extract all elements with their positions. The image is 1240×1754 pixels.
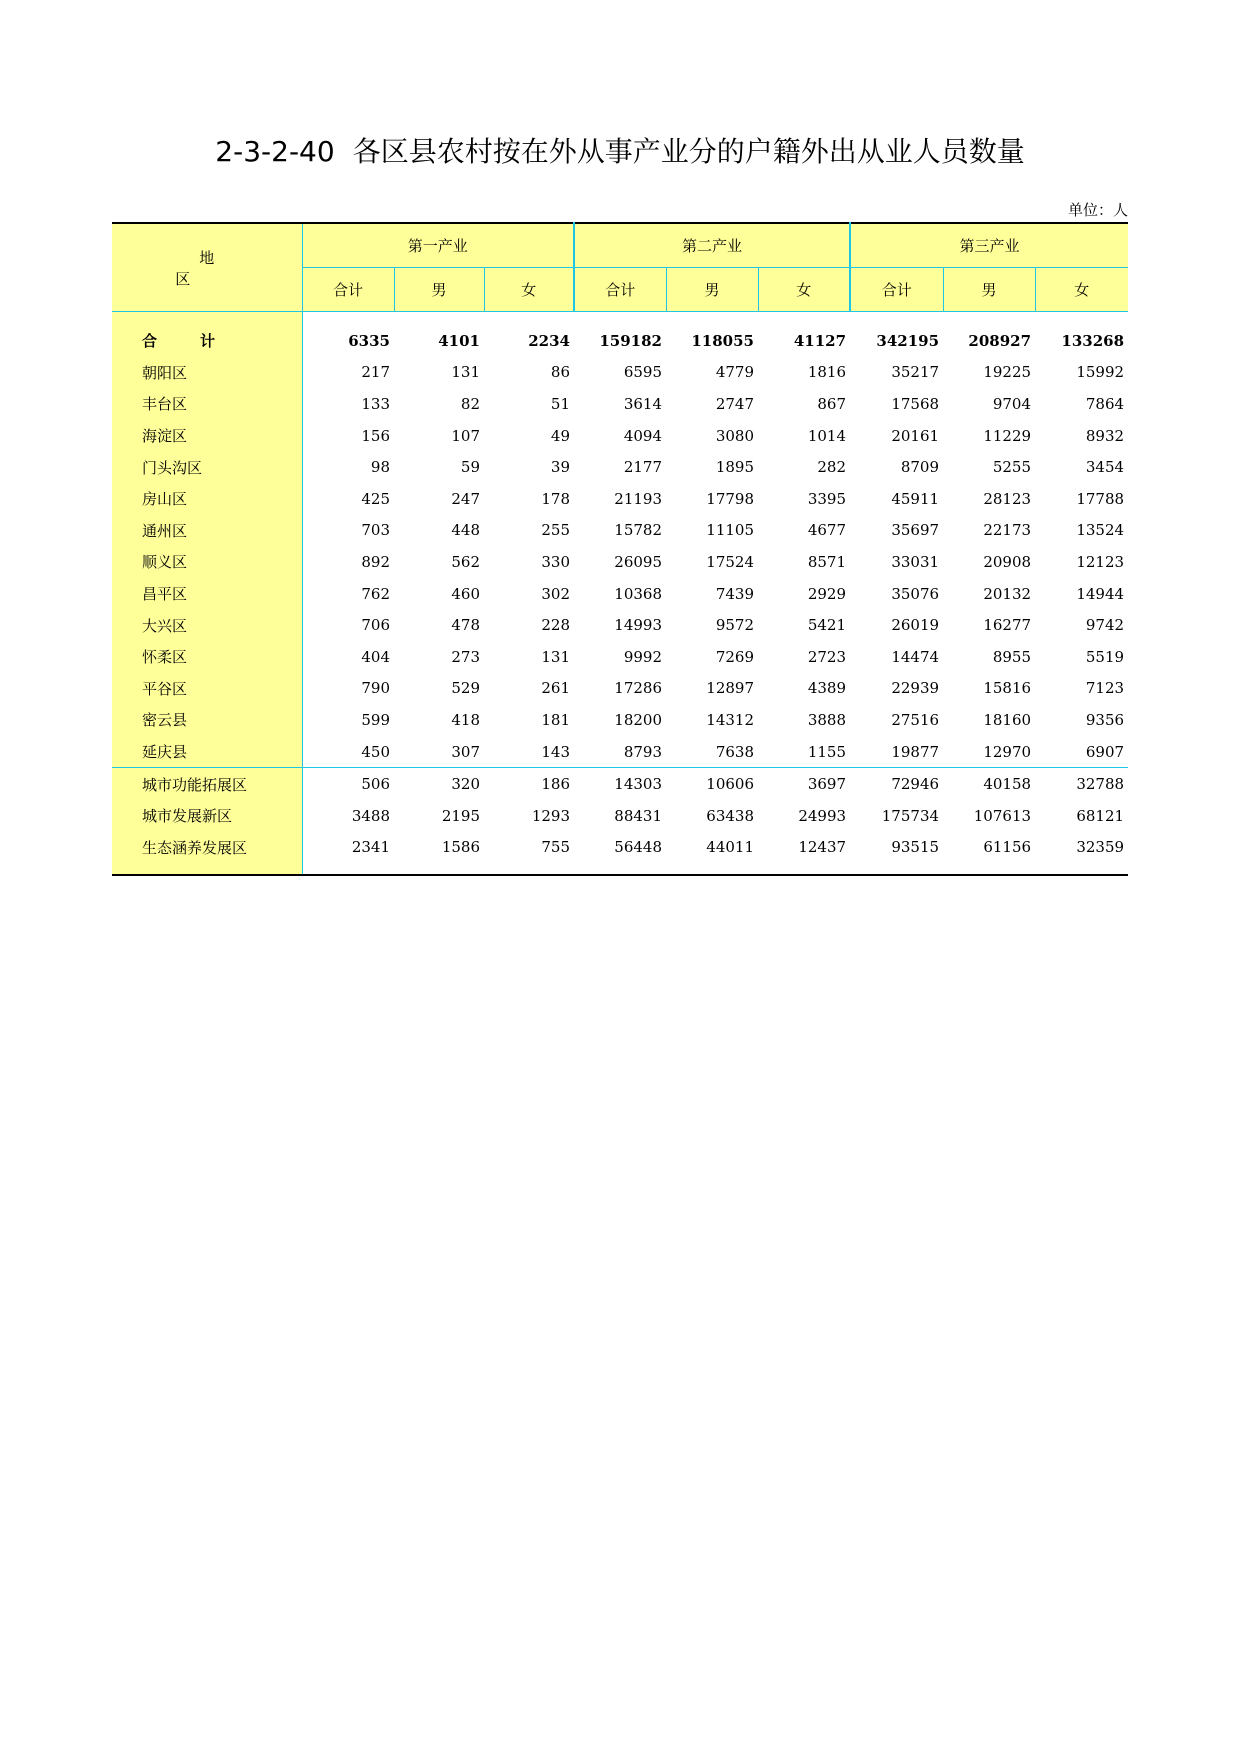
value-cell: 460 <box>451 584 480 603</box>
value-cell: 68121 <box>1076 806 1125 825</box>
statistics-table <box>112 222 1128 876</box>
value-cell: 39 <box>550 458 570 477</box>
region-header: 地 区 <box>112 223 302 312</box>
value-cell: 45911 <box>891 489 940 508</box>
value-cell: 762 <box>361 584 390 603</box>
subheader-total: 合计 <box>574 268 666 312</box>
value-cell: 178 <box>541 489 570 508</box>
value-cell: 404 <box>361 647 390 666</box>
region-cell: 延庆县 <box>112 736 302 768</box>
value-cell: 2723 <box>807 647 847 666</box>
region-cell: 大兴区 <box>112 609 302 641</box>
value-cell: 2177 <box>623 458 662 477</box>
value-cell: 24993 <box>798 806 847 825</box>
value-cell: 28123 <box>983 489 1032 508</box>
value-cell: 8793 <box>623 742 662 761</box>
value-cell: 3488 <box>351 806 390 825</box>
value-cell: 7864 <box>1085 394 1125 413</box>
value-cell: 19225 <box>983 363 1032 382</box>
value-cell: 131 <box>541 647 570 666</box>
value-cell: 131 <box>451 363 480 382</box>
value-cell: 18200 <box>614 710 662 729</box>
value-cell: 8709 <box>900 458 940 477</box>
value-cell: 282 <box>817 458 847 477</box>
value-cell: 22173 <box>983 521 1032 540</box>
value-cell: 867 <box>817 394 847 413</box>
value-cell: 59 <box>460 458 480 477</box>
table-number: 2-3-2-40 <box>215 135 335 168</box>
value-cell: 1293 <box>531 806 570 825</box>
value-cell: 51 <box>550 394 570 413</box>
table-row-district <box>112 388 1128 420</box>
region-cell: 平谷区 <box>112 673 302 705</box>
value-cell: 118055 <box>691 331 754 350</box>
table-row-district <box>112 704 1128 736</box>
region-cell: 海淀区 <box>112 420 302 452</box>
subheader-male: 男 <box>666 268 758 312</box>
value-cell: 7269 <box>715 647 754 666</box>
value-cell: 790 <box>361 679 390 698</box>
region-cell: 顺义区 <box>112 546 302 578</box>
value-cell: 342195 <box>876 331 940 350</box>
subheader-total: 合计 <box>302 268 394 312</box>
value-cell: 33031 <box>891 552 940 571</box>
region-cell: 丰台区 <box>112 388 302 420</box>
value-cell: 5421 <box>807 616 847 635</box>
table-row-district <box>112 451 1128 483</box>
region-cell: 密云县 <box>112 704 302 736</box>
value-cell: 82 <box>460 394 480 413</box>
unit-label: 单位：人 <box>1067 201 1128 219</box>
subheader-female: 女 <box>484 268 574 312</box>
region-cell: 门头沟区 <box>112 451 302 483</box>
region-cell: 房山区 <box>112 483 302 515</box>
value-cell: 14993 <box>614 616 662 635</box>
value-cell: 7439 <box>715 584 754 603</box>
value-cell: 2195 <box>441 806 480 825</box>
table-row-district <box>112 420 1128 452</box>
value-cell: 133268 <box>1061 331 1125 350</box>
value-cell: 599 <box>361 710 390 729</box>
value-cell: 9742 <box>1085 616 1125 635</box>
table-body <box>112 312 1128 357</box>
value-cell: 450 <box>361 742 390 761</box>
value-cell: 56448 <box>574 832 666 876</box>
value-cell: 2234 <box>528 331 570 350</box>
value-cell: 3395 <box>807 489 847 508</box>
value-cell: 8932 <box>1085 426 1125 445</box>
page-title <box>0 130 1240 170</box>
value-cell: 22939 <box>891 679 940 698</box>
value-cell: 40158 <box>943 768 1035 800</box>
value-cell: 217 <box>361 363 390 382</box>
value-cell: 8955 <box>992 647 1032 666</box>
value-cell: 2747 <box>715 394 754 413</box>
value-cell: 41127 <box>793 331 847 350</box>
value-cell: 12970 <box>983 742 1032 761</box>
value-cell: 1816 <box>807 363 847 382</box>
value-cell: 26095 <box>614 552 662 571</box>
value-cell: 703 <box>361 521 390 540</box>
value-cell: 2929 <box>807 584 847 603</box>
value-cell: 17798 <box>706 489 754 508</box>
region-cell: 城市功能拓展区 <box>112 768 302 800</box>
value-cell: 425 <box>361 489 390 508</box>
table-row-summary <box>112 800 1128 832</box>
table-row-district <box>112 546 1128 578</box>
value-cell: 15816 <box>983 679 1032 698</box>
value-cell: 3454 <box>1085 458 1125 477</box>
value-cell: 175734 <box>881 806 940 825</box>
value-cell: 307 <box>451 742 480 761</box>
table-row-summary <box>112 768 1128 800</box>
value-cell: 12897 <box>706 679 754 698</box>
value-cell: 17788 <box>1076 489 1125 508</box>
value-cell: 18160 <box>983 710 1032 729</box>
subheader-female: 女 <box>758 268 850 312</box>
value-cell: 133 <box>361 394 390 413</box>
value-cell: 159182 <box>599 331 662 350</box>
value-cell: 7638 <box>715 742 754 761</box>
value-cell: 12437 <box>758 832 850 876</box>
value-cell: 35217 <box>891 363 940 382</box>
value-cell: 255 <box>541 521 570 540</box>
value-cell: 9704 <box>992 394 1032 413</box>
table-row-district <box>112 736 1128 768</box>
value-cell: 107613 <box>973 806 1032 825</box>
value-cell: 10368 <box>614 584 662 603</box>
table-row-district <box>112 609 1128 641</box>
value-cell: 6907 <box>1085 742 1125 761</box>
value-cell: 14303 <box>574 768 666 800</box>
value-cell: 12123 <box>1076 552 1125 571</box>
value-cell: 15992 <box>1076 363 1125 382</box>
value-cell: 330 <box>541 552 570 571</box>
value-cell: 706 <box>361 616 390 635</box>
value-cell: 3080 <box>715 426 754 445</box>
value-cell: 562 <box>451 552 480 571</box>
value-cell: 181 <box>541 710 570 729</box>
value-cell: 228 <box>541 616 570 635</box>
value-cell: 11229 <box>983 426 1032 445</box>
value-cell: 2341 <box>302 832 394 876</box>
region-cell: 合 计 <box>112 312 302 357</box>
value-cell: 44011 <box>666 832 758 876</box>
value-cell: 72946 <box>850 768 943 800</box>
value-cell: 14944 <box>1076 584 1125 603</box>
value-cell: 5255 <box>992 458 1032 477</box>
value-cell: 17286 <box>614 679 662 698</box>
value-cell: 247 <box>451 489 480 508</box>
value-cell: 7123 <box>1085 679 1125 698</box>
value-cell: 9572 <box>715 616 754 635</box>
summary-rows <box>112 768 1128 875</box>
subheader-female: 女 <box>1035 268 1128 312</box>
value-cell: 6335 <box>348 331 390 350</box>
value-cell: 1014 <box>807 426 847 445</box>
value-cell: 35076 <box>891 584 940 603</box>
value-cell: 9992 <box>623 647 662 666</box>
value-cell: 88431 <box>614 806 662 825</box>
value-cell: 98 <box>370 458 390 477</box>
value-cell: 6595 <box>623 363 662 382</box>
value-cell: 49 <box>550 426 570 445</box>
value-cell: 107 <box>451 426 480 445</box>
value-cell: 143 <box>541 742 570 761</box>
value-cell: 4094 <box>623 426 662 445</box>
value-cell: 1155 <box>807 742 847 761</box>
value-cell: 15782 <box>614 521 662 540</box>
value-cell: 86 <box>550 363 570 382</box>
value-cell: 13524 <box>1076 521 1125 540</box>
value-cell: 8571 <box>807 552 847 571</box>
table-row-district <box>112 357 1128 389</box>
value-cell: 11105 <box>706 521 754 540</box>
value-cell: 156 <box>361 426 390 445</box>
value-cell: 20132 <box>983 584 1032 603</box>
value-cell: 1586 <box>394 832 484 876</box>
value-cell: 21193 <box>614 489 662 508</box>
value-cell: 32788 <box>1035 768 1128 800</box>
value-cell: 93515 <box>850 832 943 876</box>
value-cell: 14474 <box>891 647 940 666</box>
value-cell: 35697 <box>891 521 940 540</box>
value-cell: 1895 <box>715 458 754 477</box>
region-cell: 城市发展新区 <box>112 800 302 832</box>
group-header-secondary: 第二产业 <box>574 223 850 268</box>
value-cell: 10606 <box>666 768 758 800</box>
value-cell: 26019 <box>891 616 940 635</box>
value-cell: 17568 <box>891 394 940 413</box>
value-cell: 186 <box>484 768 574 800</box>
table-row-district <box>112 483 1128 515</box>
value-cell: 19877 <box>891 742 940 761</box>
group-header-tertiary: 第三产业 <box>850 223 1128 268</box>
value-cell: 478 <box>451 616 480 635</box>
table-title-text: 各区县农村按在外从事产业分的户籍外出从业人员数量 <box>352 135 1025 168</box>
value-cell: 17524 <box>706 552 754 571</box>
value-cell: 63438 <box>706 806 754 825</box>
value-cell: 302 <box>541 584 570 603</box>
table-row-total <box>112 312 1128 357</box>
value-cell: 61156 <box>943 832 1035 876</box>
subheader-male: 男 <box>943 268 1035 312</box>
value-cell: 892 <box>361 552 390 571</box>
subheader-total: 合计 <box>850 268 943 312</box>
table-row-district <box>112 578 1128 610</box>
value-cell: 20908 <box>983 552 1032 571</box>
group-header-primary: 第一产业 <box>302 223 574 268</box>
table-row-district <box>112 641 1128 673</box>
value-cell: 32359 <box>1035 832 1128 876</box>
value-cell: 4389 <box>807 679 847 698</box>
value-cell: 273 <box>451 647 480 666</box>
value-cell: 320 <box>394 768 484 800</box>
value-cell: 261 <box>541 679 570 698</box>
value-cell: 3697 <box>758 768 850 800</box>
value-cell: 20161 <box>891 426 940 445</box>
subheader-male: 男 <box>394 268 484 312</box>
table-row-district <box>112 515 1128 547</box>
value-cell: 529 <box>451 679 480 698</box>
value-cell: 4779 <box>715 363 754 382</box>
value-cell: 9356 <box>1085 710 1125 729</box>
value-cell: 16277 <box>983 616 1032 635</box>
value-cell: 14312 <box>706 710 754 729</box>
value-cell: 5519 <box>1085 647 1125 666</box>
region-cell: 昌平区 <box>112 578 302 610</box>
district-rows <box>112 357 1128 768</box>
region-cell: 朝阳区 <box>112 357 302 389</box>
region-cell: 生态涵养发展区 <box>112 832 302 876</box>
value-cell: 3888 <box>807 710 847 729</box>
region-cell: 通州区 <box>112 515 302 547</box>
value-cell: 3614 <box>623 394 662 413</box>
value-cell: 755 <box>484 832 574 876</box>
table-row-summary <box>112 832 1128 876</box>
value-cell: 208927 <box>968 331 1032 350</box>
value-cell: 448 <box>451 521 480 540</box>
value-cell: 4101 <box>438 331 480 350</box>
value-cell: 418 <box>451 710 480 729</box>
table-row-district <box>112 673 1128 705</box>
value-cell: 27516 <box>891 710 940 729</box>
value-cell: 506 <box>302 768 394 800</box>
value-cell: 4677 <box>807 521 847 540</box>
region-cell: 怀柔区 <box>112 641 302 673</box>
